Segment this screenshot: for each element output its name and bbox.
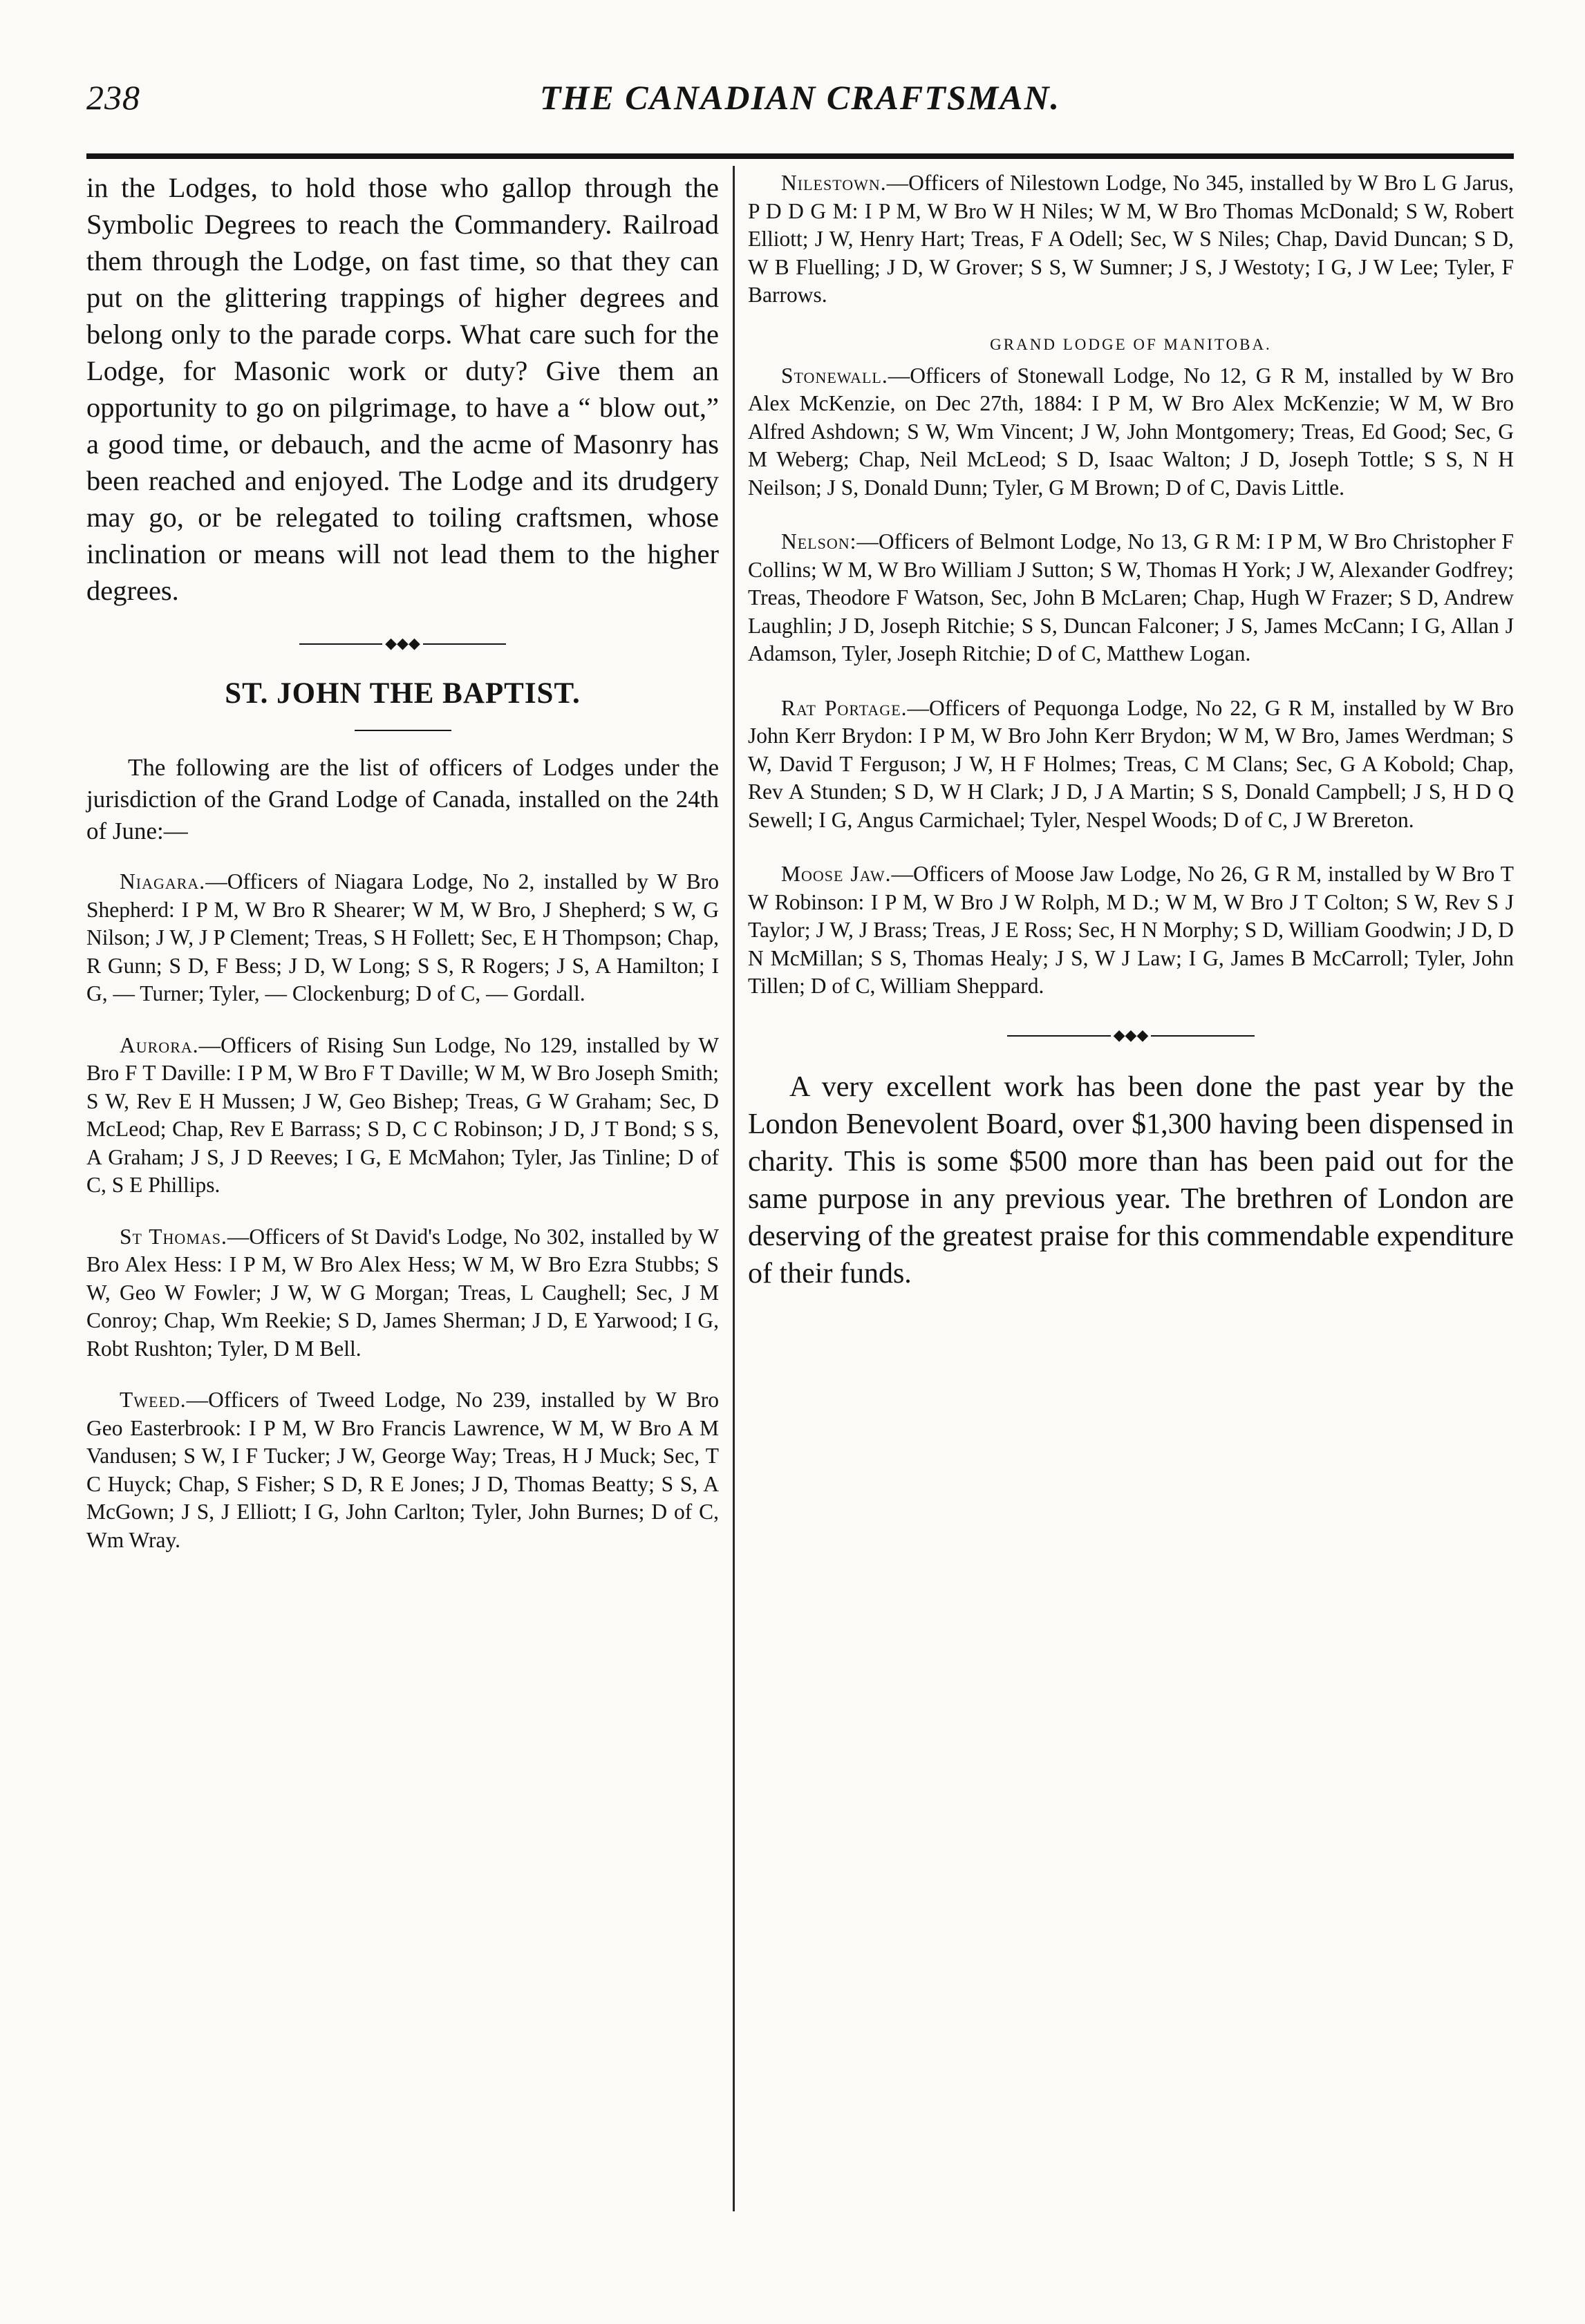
lodge-officers: —Officers of Stonewall Lodge, No 12, G R M, installed by W Bro Alex McKenzie, on Dec 27th, 1884: I P M, W Bro Alex McKenzie; W M, W Bro Alfred Ashdown; S W, Wm Vincent; J W, John Montgomery; Treas, Ed Good; Sec, G M Weberg; Chap, Neil McLeod; S D, Isaac Walton; J D, Joseph Tottle; S S, N H Neilson; J S, Donald Dunn; Tyler, G M Brown; D of C, Davis Little. [748, 363, 1514, 500]
left-column [86, 169, 719, 1578]
lodge-officers: —Officers of Rising Sun Lodge, No 129, installed by W Bro F T Daville: I P M, W Bro F T Daville; W M, W Bro Joseph Smith; S W, Rev E H Mussen; J W, Geo Bishep; Treas, G W Graham; Sec, D McLeod; Chap, Rev E Barrass; S D, C C Robinson; J D, J T Bond; S S, A Graham; J S, J D Reeves; I G, E McMahon; Tyler, Jas Tinline; D of C, S E Phillips. [86, 1032, 719, 1197]
lodge-place: Nelson: [781, 529, 857, 554]
lodge-entry [86, 868, 719, 1008]
running-title: THE CANADIAN CRAFTSMAN. [539, 78, 1061, 117]
lodge-entry [748, 695, 1514, 835]
lodge-officers: —Officers of Pequonga Lodge, No 22, G R M, installed by W Bro John Kerr Brydon: I P M, W Bro John Kerr Brydon; W M, W Bro, James Werdman; S W, David T Ferguson; J W, H F Holmes; Treas, C M Clans; Sec, G A Kobold; Chap, Rev A Stunden; S D, W H Clark; J D, J A Martin; S S, Donald Campbell; J S, H D Q Sewell; I G, Angus Carmichael; Tyler, Nespel Woods; D of C, J W Brereton. [748, 695, 1514, 832]
lodge-officers: —Officers of Belmont Lodge, No 13, G R M: I P M, W Bro Christopher F Collins; W M, W Bro William J Sutton; S W, Thomas H York; J W, Alexander Godfrey; Treas, Theodore F Watson, Sec, John B McLaren; Chap, Hugh W Frazer; S D, Andrew Laughlin; J D, Joseph Ritchie; S S, Duncan Falconer; J S, James McCann; I G, Allan J Adamson, Tyler, Joseph Ritchie; D of C, Matthew Logan. [748, 529, 1514, 665]
benevolent-board-note: A very excellent work has been done the past year by the London Benevolent Board, over $1,300 having been dispensed in charity. This is some $500 more than has been paid out for the same purpose in any previous year. The brethren of London are deserving of the greatest praise for this commendable expenditure of their funds. [748, 1070, 1514, 1289]
grand-lodge-heading: GRAND LODGE OF MANITOBA. [990, 335, 1272, 353]
lodge-officers: —Officers of Nilestown Lodge, No 345, installed by W Bro L G Jarus, P D D G M: I P M, W Bro W H Niles; W M, W Bro Thomas McDonald; S W, Robert Elliott; J W, Henry Hart; Treas, F A Odell; Sec, W S Niles; Chap, David Duncan; S D, W B Fluelling; J D, W Grover; S S, W Sumner; J S, J Westoty; I G, J W Lee; Tyler, F Barrows. [748, 171, 1514, 307]
intro-paragraph: The following are the list of officers of Lodges under the jurisdiction of the Grand Lodge of Canada, installed on the 24th of June:— [86, 754, 719, 844]
lodge-entry [748, 860, 1514, 1001]
lodge-place: Tweed. [120, 1388, 187, 1412]
page-number: 238 [86, 78, 140, 117]
lodge-entry [86, 1032, 719, 1200]
section-title: ST. JOHN THE BAPTIST. [225, 677, 581, 710]
lodge-entry [748, 362, 1514, 502]
lodge-place: St Thomas. [120, 1224, 227, 1249]
ornamental-rule: ◆◆◆ [86, 636, 719, 652]
lodge-officers: —Officers of St David's Lodge, No 302, installed by W Bro Alex Hess: I P M, W Bro Alex Hess; W M, W Bro Ezra Stubbs; S W, Geo W Fowler; J W, W G Morgan; Treas, L Caughell; Sec, J M Conroy; Chap, Wm Reekie; S D, James Sherman; J D, E Yarwood; I G, Robt Rushton; Tyler, D M Bell. [86, 1224, 719, 1361]
page-header [86, 77, 1514, 137]
lodge-place: Niagara. [120, 869, 206, 894]
lodge-place: Stonewall. [781, 363, 888, 388]
lodge-place: Aurora. [120, 1032, 199, 1057]
title-underline [355, 730, 451, 731]
ornamental-rule: ◆◆◆ [748, 1028, 1514, 1043]
lodge-entry [748, 528, 1514, 668]
lodge-entry [86, 1223, 719, 1363]
lodge-entry [86, 1386, 719, 1554]
lodge-officers: —Officers of Tweed Lodge, No 239, installed by W Bro Geo Easterbrook: I P M, W Bro Francis Lawrence, W M, W Bro A M Vandusen; S W, I F Tucker; J W, George Way; Treas, H J Muck; Sec, T C Huyck; Chap, S Fisher; S D, R E Jones; J D, Thomas Beatty; S S, A McGown; J S, J Elliott; I G, John Carlton; Tyler, John Burnes; D of C, Wm Wray. [86, 1388, 719, 1552]
right-column [748, 169, 1514, 1292]
column-divider [733, 166, 735, 2211]
lodge-place: Moose Jaw. [781, 862, 892, 886]
header-rule [86, 153, 1514, 159]
lodge-place: Nilestown. [781, 171, 887, 195]
lodge-officers: —Officers of Moose Jaw Lodge, No 26, G R M, installed by W Bro T W Robinson: I P M, W Bro J W Rolph, M D.; W M, W Bro J T Colton; S W, Rev S J Taylor; J W, J Brass; Treas, J E Ross; Sec, H N Morphy; S D, William Goodwin; J D, D N McMillan; S S, Thomas Healy; J S, W J Law; I G, James B McCarroll; Tyler, John Tillen; D of C, William Sheppard. [748, 862, 1514, 998]
lodge-officers: —Officers of Niagara Lodge, No 2, installed by W Bro Shepherd: I P M, W Bro R Shearer; W M, W Bro, J Shepherd; S W, G Nilson; J W, J P Clement; Treas, S H Follett; Sec, E H Thompson; Chap, R Gunn; S D, F Bess; J D, W Long; S S, R Rogers; J S, A Hamilton; I G, — Turner; Tyler, — Clockenburg; D of C, — Gordall. [86, 869, 719, 1005]
essay-paragraph: in the Lodges, to hold those who gallop through the Symbolic Degrees to reach the Commandery. Railroad them through the Lodge, on fast time, so that they can put on the glittering trappings of higher degrees and belong only to the parade corps. What care such for the Lodge, for Masonic work or duty? Give them an opportunity to go on pilgrimage, to have a “ blow out,” a good time, or debauch, and the acme of Masonry has been reached and enjoyed. The Lodge and its drudgery may go, or be relegated to toiling craftsmen, whose inclination or means will not lead them to the higher degrees. [86, 172, 719, 606]
lodge-place: Rat Portage. [781, 695, 908, 720]
lodge-entry [748, 169, 1514, 310]
